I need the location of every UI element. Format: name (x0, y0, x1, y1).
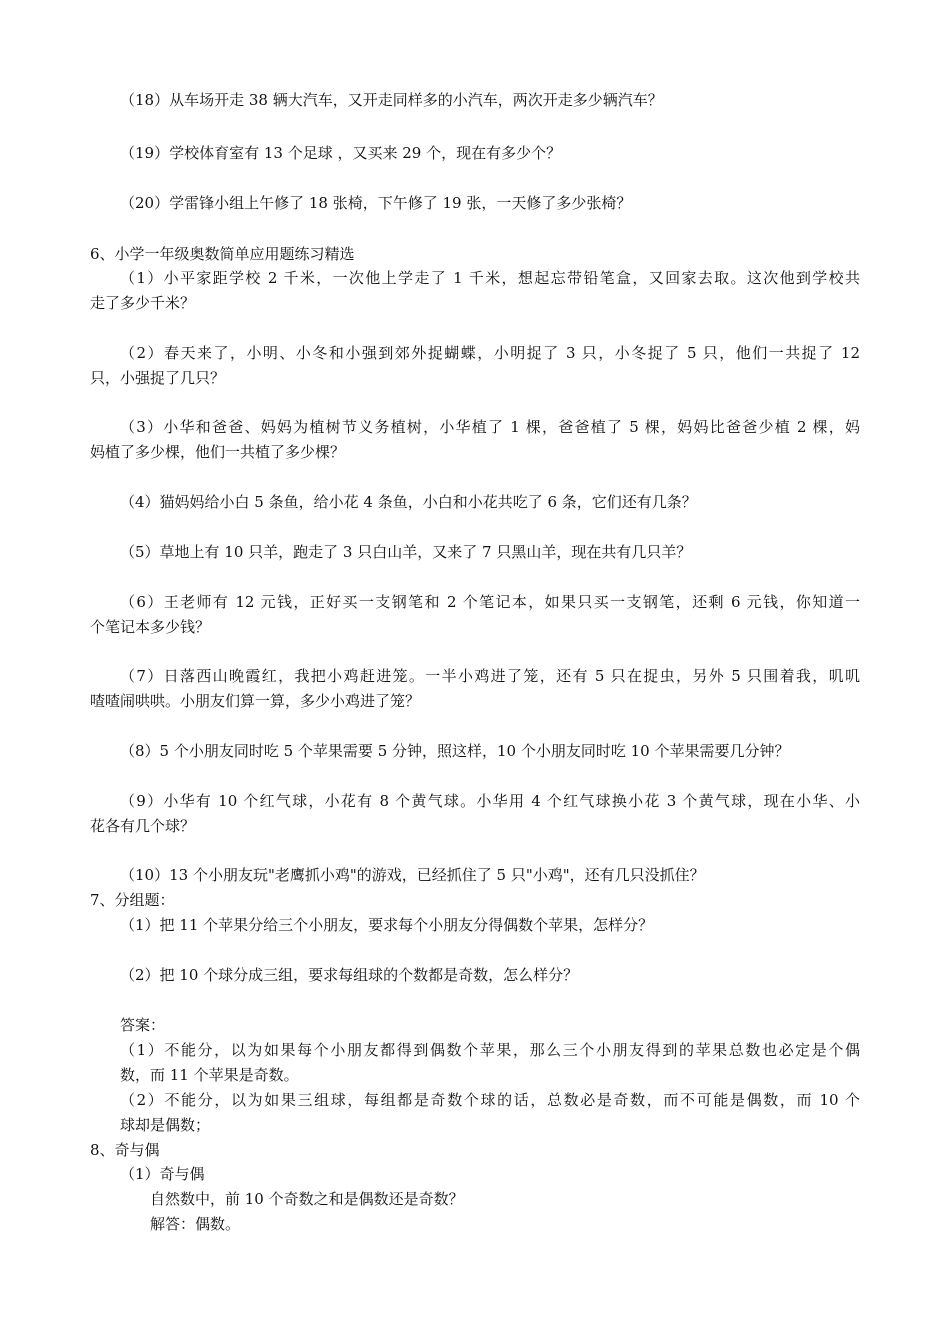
s7-question-2: （2）把 10 个球分成三组，要求每组球的个数都是奇数，怎么样分？ (120, 966, 579, 984)
question-18: （18）从车场开走 38 辆大汽车，又开走同样多的小汽车，两次开走多少辆汽车？ (120, 91, 663, 109)
section-7-heading: 7、分组题： (90, 891, 175, 909)
s6-question-7-line-1: （7）日落西山晚霞红，我把小鸡赶进笼。一半小鸡进了笼，还有 5 只在捉虫，另外 5 只围着我，叽叽 (120, 667, 860, 685)
s6-question-1-line-2: 走了多少千米？ (90, 294, 196, 312)
s7-question-1: （1）把 11 个苹果分给三个小朋友，要求每个小朋友分得偶数个苹果，怎样分？ (120, 916, 654, 934)
s6-question-5: （5）草地上有 10 只羊，跑走了 3 只白山羊，又来了 7 只黑山羊，现在共有几只羊？ (120, 543, 692, 561)
s6-question-6-line-1: （6）王老师有 12 元钱，正好买一支钢笔和 2 个笔记本，如果只买一支钢笔，还剩 6 元钱，你知道一 (120, 593, 860, 611)
s8-question: 自然数中，前 10 个奇数之和是偶数还是奇数？ (150, 1190, 464, 1208)
s6-question-6-line-2: 个笔记本多少钱？ (90, 618, 211, 636)
s6-question-1-line-1: （1）小平家距学校 2 千米，一次他上学走了 1 千米，想起忘带铅笔盒，又回家去取。这次他到学校共 (120, 269, 860, 287)
s8-answer: 解答：偶数。 (150, 1215, 241, 1233)
answer-1-line-2: 数，而 11 个苹果是奇数。 (120, 1066, 299, 1084)
s6-question-3-line-2: 妈植了多少棵，他们一共植了多少棵？ (90, 443, 346, 461)
s6-question-3-line-1: （3）小华和爸爸、妈妈为植树节义务植树，小华植了 1 棵，爸爸植了 5 棵，妈妈比爸爸少植 2 棵，妈 (120, 418, 860, 436)
answer-1-line-1: （1）不能分，以为如果每个小朋友都得到偶数个苹果，那么三个小朋友得到的苹果总数也必定是个偶 (120, 1041, 860, 1059)
answer-2-line-2: 球却是偶数； (120, 1116, 211, 1134)
answer-2-line-1: （2）不能分，以为如果三组球，每组都是奇数个球的话，总数必是奇数，而不可能是偶数，而 10 个 (120, 1091, 860, 1109)
question-19: （19）学校体育室有 13 个足球 ，又买来 29 个，现在有多少个？ (120, 144, 562, 162)
s6-question-4: （4）猫妈妈给小白 5 条鱼，给小花 4 条鱼，小白和小花共吃了 6 条，它们还有几条？ (120, 493, 697, 511)
question-20: （20）学雷锋小组上午修了 18 张椅，下午修了 19 张，一天修了多少张椅？ (120, 194, 632, 212)
section-6-heading: 6、小学一年级奥数简单应用题练习精选 (90, 245, 355, 263)
s6-question-8: （8）5 个小朋友同时吃 5 个苹果需要 5 分钟，照这样，10 个小朋友同时吃 10 个苹果需要几分钟？ (120, 742, 790, 760)
section-8-heading: 8、奇与偶 (90, 1141, 160, 1159)
answer-label: 答案： (120, 1016, 166, 1034)
s6-question-2-line-2: 只，小强捉了几只？ (90, 369, 226, 387)
s6-question-7-line-2: 喳喳闹哄哄。小朋友们算一算，多少小鸡进了笼？ (90, 692, 421, 710)
s6-question-9-line-1: （9）小华有 10 个红气球，小花有 8 个黄气球。小华用 4 个红气球换小花 3 个黄气球，现在小华、小 (120, 792, 860, 810)
s6-question-9-line-2: 花各有几个球？ (90, 817, 196, 835)
s6-question-10: （10）13 个小朋友玩"老鹰抓小鸡"的游戏，已经抓住了 5 只"小鸡"，还有几只没抓住？ (120, 866, 705, 884)
s8-subheading-1: （1）奇与偶 (120, 1165, 205, 1183)
s6-question-2-line-1: （2）春天来了，小明、小冬和小强到郊外捉蝴蝶，小明捉了 3 只，小冬捉了 5 只，他们一共捉了 12 (120, 344, 860, 362)
